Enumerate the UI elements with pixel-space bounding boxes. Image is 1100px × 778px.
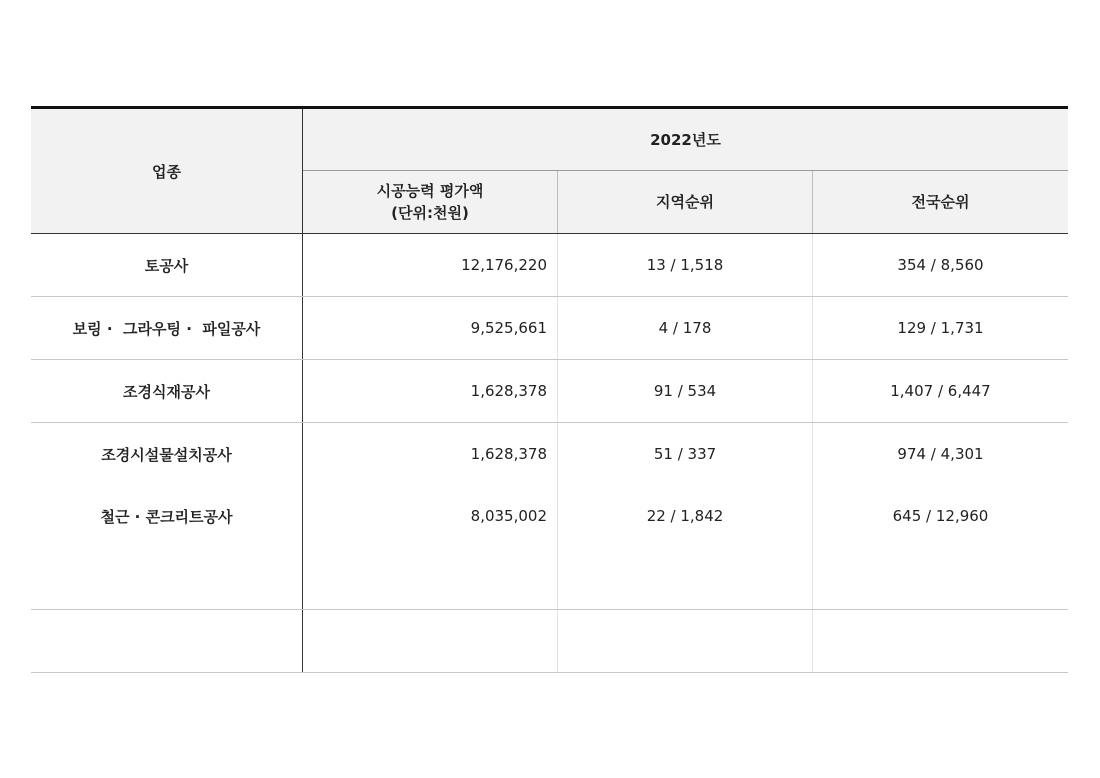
cell-national-rank: 129 / 1,731 bbox=[897, 319, 984, 337]
table-row bbox=[31, 297, 1068, 360]
cell-national-rank: 354 / 8,560 bbox=[897, 256, 984, 274]
cell-national-rank-empty bbox=[813, 547, 1068, 609]
cell-industry: 조경식재공사 bbox=[31, 360, 303, 422]
cell-national-rank-empty bbox=[813, 610, 1068, 672]
cell-amount-empty bbox=[303, 547, 558, 609]
header-national-rank: 전국순위 bbox=[911, 193, 970, 211]
table-row bbox=[31, 360, 1068, 423]
cell-industry: 보링 · 그라우팅 · 파일공사 bbox=[31, 297, 303, 359]
ranking-table bbox=[31, 106, 1068, 673]
cell-regional-rank: 13 / 1,518 bbox=[558, 234, 813, 296]
table-row bbox=[31, 423, 1068, 485]
cell-industry: 토공사 bbox=[31, 234, 303, 296]
cell-industry-empty bbox=[31, 610, 303, 672]
cell-amount: 9,525,661 bbox=[303, 297, 558, 359]
cell-regional-rank: 51 / 337 bbox=[558, 423, 813, 485]
header-amount-title: 시공능력 평가액 bbox=[376, 182, 484, 200]
header-amount bbox=[303, 171, 558, 233]
cell-industry: 철근 · 콘크리트공사 bbox=[31, 485, 303, 547]
header-industry: 업종 bbox=[31, 109, 303, 233]
cell-amount: 12,176,220 bbox=[303, 234, 558, 296]
cell-regional-rank-empty bbox=[558, 547, 813, 609]
cell-industry-empty bbox=[31, 547, 303, 609]
cell-regional-rank: 91 / 534 bbox=[558, 360, 813, 422]
table-header bbox=[31, 109, 1068, 234]
table-row bbox=[31, 234, 1068, 297]
header-year: 2022년도 bbox=[303, 109, 1068, 171]
header-amount-unit: (단위:천원) bbox=[391, 204, 469, 222]
table-row-empty bbox=[31, 610, 1068, 673]
cell-national-rank: 1,407 / 6,447 bbox=[890, 382, 991, 400]
cell-national-rank: 974 / 4,301 bbox=[897, 445, 984, 463]
table-row-empty bbox=[31, 547, 1068, 610]
cell-amount: 8,035,002 bbox=[303, 485, 558, 547]
header-regional-rank: 지역순위 bbox=[558, 171, 813, 233]
cell-amount-empty bbox=[303, 610, 558, 672]
table-row bbox=[31, 485, 1068, 547]
cell-amount: 1,628,378 bbox=[303, 423, 558, 485]
cell-regional-rank: 4 / 178 bbox=[558, 297, 813, 359]
cell-industry: 조경시설물설치공사 bbox=[31, 423, 303, 485]
cell-national-rank: 645 / 12,960 bbox=[892, 507, 989, 525]
cell-regional-rank: 22 / 1,842 bbox=[558, 485, 813, 547]
cell-regional-rank-empty bbox=[558, 610, 813, 672]
cell-amount: 1,628,378 bbox=[303, 360, 558, 422]
